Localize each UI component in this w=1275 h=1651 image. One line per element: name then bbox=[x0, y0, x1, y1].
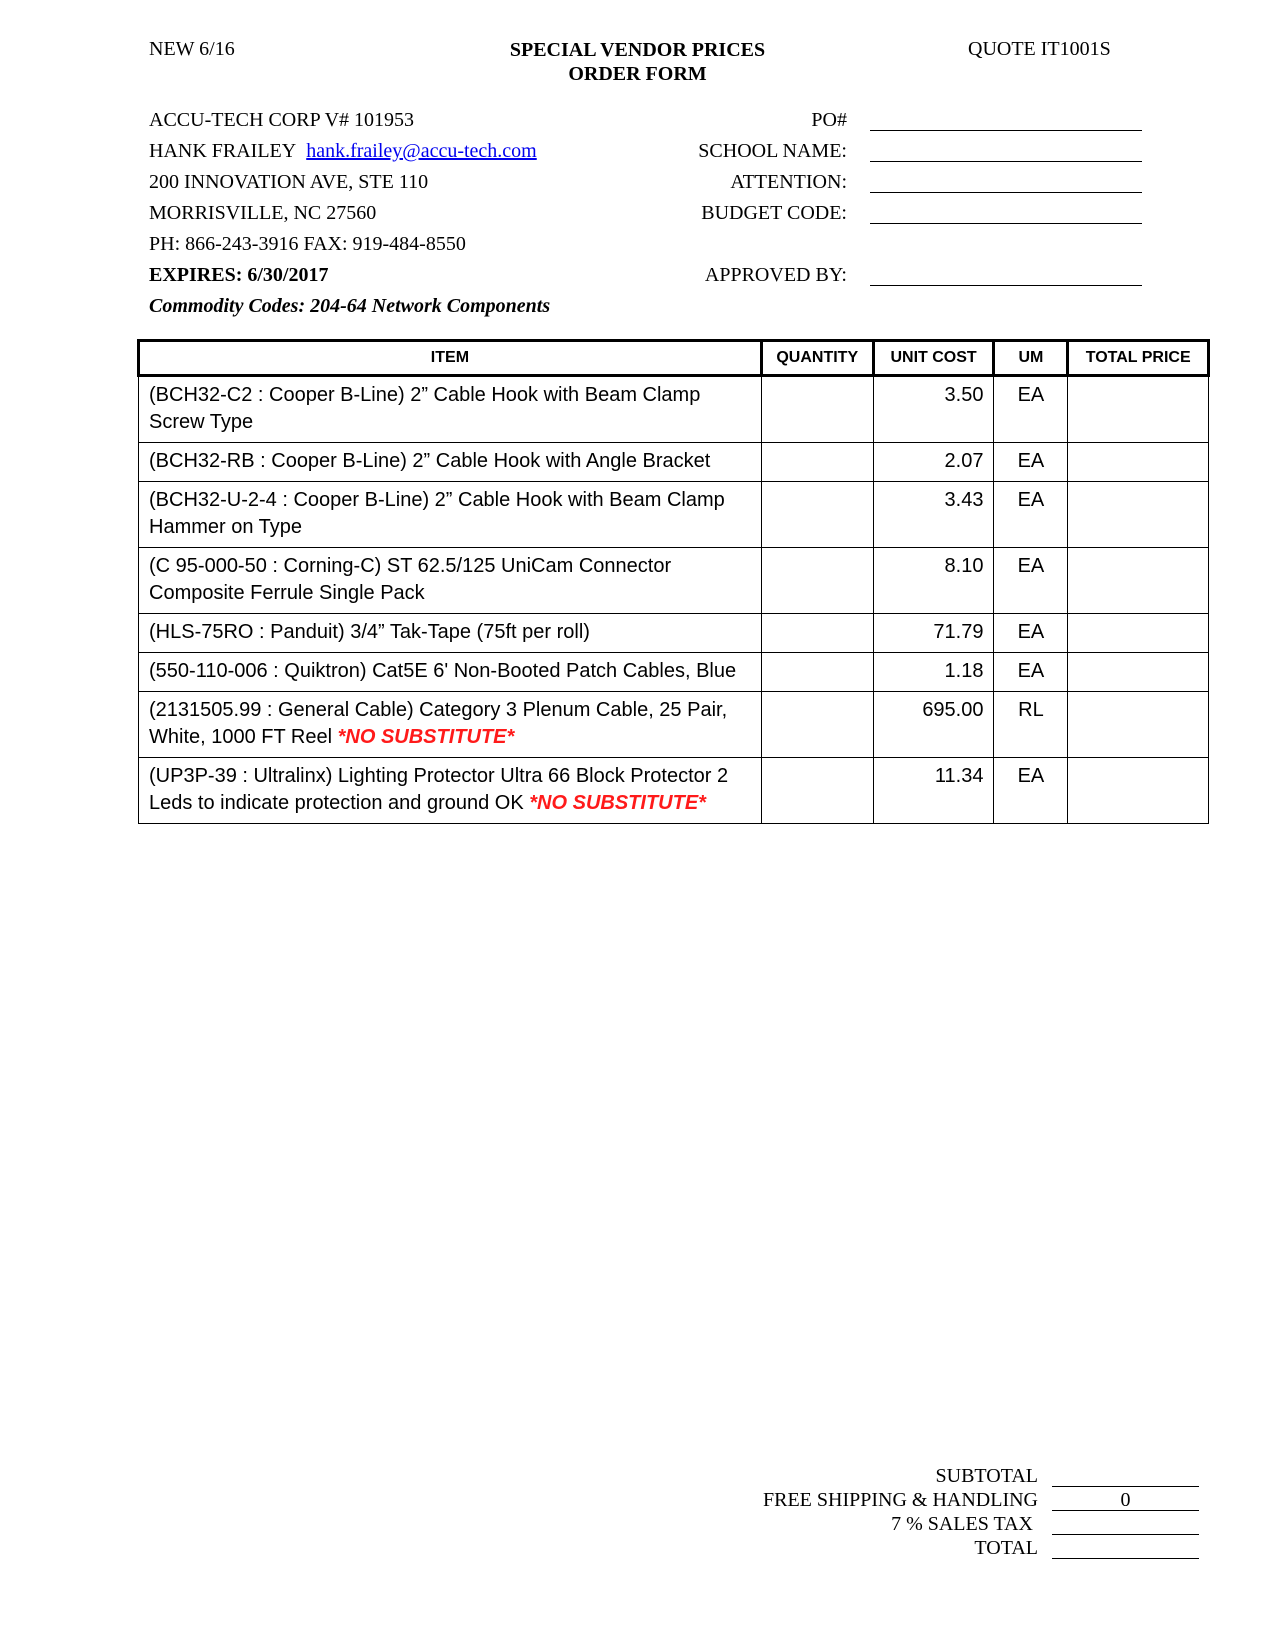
item-description: (550-110-006 : Quiktron) Cat5E 6' Non-Booted Patch Cables, Blue bbox=[149, 660, 737, 682]
table-row bbox=[139, 482, 1209, 548]
vendor-address-2: MORRISVILLE, NC 27560 bbox=[149, 202, 377, 224]
total-price-cell[interactable] bbox=[1068, 614, 1209, 653]
item-cell bbox=[139, 376, 762, 443]
expiration-date: EXPIRES: 6/30/2017 bbox=[149, 264, 329, 286]
unit-cost-cell: 8.10 bbox=[873, 548, 994, 614]
po-field[interactable] bbox=[870, 130, 1142, 131]
total-price-cell[interactable] bbox=[1068, 482, 1209, 548]
commodity-codes: Commodity Codes: 204-64 Network Components bbox=[149, 295, 551, 317]
column-header-total-price: TOTAL PRICE bbox=[1068, 341, 1209, 376]
unit-cost-cell: 3.43 bbox=[873, 482, 994, 548]
unit-cost-cell: 695.00 bbox=[873, 692, 994, 758]
subtotal-field[interactable] bbox=[1052, 1486, 1199, 1487]
table-row bbox=[139, 376, 1209, 443]
vendor-phone-fax: PH: 866-243-3916 FAX: 919-484-8550 bbox=[149, 233, 466, 255]
approved-by-field[interactable] bbox=[870, 285, 1142, 286]
total-field[interactable] bbox=[1052, 1558, 1199, 1559]
item-cell bbox=[139, 482, 762, 548]
quantity-cell[interactable] bbox=[761, 548, 873, 614]
quantity-cell[interactable] bbox=[761, 758, 873, 824]
quantity-cell[interactable] bbox=[761, 614, 873, 653]
shipping-label: FREE SHIPPING & HANDLING bbox=[762, 1489, 1038, 1511]
vendor-address-1: 200 INNOVATION AVE, STE 110 bbox=[149, 171, 429, 193]
column-header-um: UM bbox=[994, 341, 1068, 376]
item-description: (BCH32-U-2-4 : Cooper B-Line) 2” Cable Hook with Beam Clamp Hammer on Type bbox=[149, 489, 725, 538]
total-label: TOTAL bbox=[974, 1537, 1038, 1559]
item-cell bbox=[139, 548, 762, 614]
table-row bbox=[139, 653, 1209, 692]
column-header-item: ITEM bbox=[139, 341, 762, 376]
item-cell bbox=[139, 443, 762, 482]
title-line-2: ORDER FORM bbox=[568, 63, 707, 85]
item-description: (UP3P-39 : Ultralinx) Lighting Protector Ultra 66 Block Protector 2 Leds to indicate protection and ground OK bbox=[149, 765, 729, 814]
unit-cost-cell: 2.07 bbox=[873, 443, 994, 482]
table-row bbox=[139, 614, 1209, 653]
budget-code-field[interactable] bbox=[870, 223, 1142, 224]
item-description: (BCH32-C2 : Cooper B-Line) 2” Cable Hook with Beam Clamp Screw Type bbox=[149, 384, 701, 433]
table-header-row bbox=[139, 341, 1209, 376]
item-description: (C 95-000-50 : Corning-C) ST 62.5/125 UniCam Connector Composite Ferrule Single Pack bbox=[149, 555, 672, 604]
quantity-cell[interactable] bbox=[761, 443, 873, 482]
quote-number: QUOTE IT1001S bbox=[968, 38, 1111, 60]
table-row bbox=[139, 443, 1209, 482]
form-version: NEW 6/16 bbox=[149, 38, 235, 60]
quantity-cell[interactable] bbox=[761, 653, 873, 692]
um-cell: EA bbox=[994, 653, 1068, 692]
total-price-cell[interactable] bbox=[1068, 692, 1209, 758]
total-price-cell[interactable] bbox=[1068, 758, 1209, 824]
shipping-value: 0 bbox=[1120, 1489, 1131, 1511]
unit-cost-cell: 71.79 bbox=[873, 614, 994, 653]
sales-tax-field[interactable] bbox=[1052, 1534, 1199, 1535]
school-name-label: SCHOOL NAME: bbox=[698, 140, 847, 162]
no-substitute-note: *NO SUBSTITUTE* bbox=[337, 726, 515, 748]
no-substitute-note: *NO SUBSTITUTE* bbox=[529, 792, 706, 814]
unit-cost-cell: 1.18 bbox=[873, 653, 994, 692]
item-description: (HLS-75RO : Panduit) 3/4” Tak-Tape (75ft per roll) bbox=[149, 621, 590, 643]
subtotal-label: SUBTOTAL bbox=[935, 1465, 1038, 1487]
um-cell: EA bbox=[994, 548, 1068, 614]
total-price-cell[interactable] bbox=[1068, 548, 1209, 614]
unit-cost-cell: 11.34 bbox=[873, 758, 994, 824]
vendor-contact bbox=[149, 140, 537, 163]
total-price-cell[interactable] bbox=[1068, 653, 1209, 692]
item-description: (BCH32-RB : Cooper B-Line) 2” Cable Hook with Angle Bracket bbox=[149, 450, 711, 472]
quantity-cell[interactable] bbox=[761, 692, 873, 758]
unit-cost-cell: 3.50 bbox=[873, 376, 994, 443]
po-label: PO# bbox=[811, 109, 847, 131]
shipping-field[interactable] bbox=[1052, 1510, 1199, 1511]
um-cell: EA bbox=[994, 482, 1068, 548]
title-line-1: SPECIAL VENDOR PRICES bbox=[509, 39, 766, 61]
item-cell bbox=[139, 653, 762, 692]
um-cell: EA bbox=[994, 376, 1068, 443]
quantity-cell[interactable] bbox=[761, 482, 873, 548]
contact-name: HANK FRAILEY bbox=[149, 140, 297, 162]
um-cell: EA bbox=[994, 443, 1068, 482]
table-row bbox=[139, 692, 1209, 758]
table-row bbox=[139, 548, 1209, 614]
contact-email-link[interactable]: hank.frailey@accu-tech.com bbox=[306, 140, 537, 162]
items-table bbox=[137, 339, 1210, 824]
item-cell bbox=[139, 758, 762, 824]
table-row bbox=[139, 758, 1209, 824]
approved-by-label: APPROVED BY: bbox=[704, 264, 847, 286]
school-name-field[interactable] bbox=[870, 161, 1142, 162]
column-header-quantity: QUANTITY bbox=[761, 341, 873, 376]
total-price-cell[interactable] bbox=[1068, 376, 1209, 443]
total-price-cell[interactable] bbox=[1068, 443, 1209, 482]
item-description: (2131505.99 : General Cable) Category 3 Plenum Cable, 25 Pair, White, 1000 FT Reel bbox=[149, 699, 728, 748]
attention-field[interactable] bbox=[870, 192, 1142, 193]
um-cell: EA bbox=[994, 758, 1068, 824]
item-cell bbox=[139, 692, 762, 758]
vendor-company: ACCU-TECH CORP V# 101953 bbox=[149, 109, 415, 131]
budget-code-label: BUDGET CODE: bbox=[701, 202, 847, 224]
quantity-cell[interactable] bbox=[761, 376, 873, 443]
um-cell: RL bbox=[994, 692, 1068, 758]
attention-label: ATTENTION: bbox=[730, 171, 847, 193]
column-header-unit-cost: UNIT COST bbox=[873, 341, 994, 376]
sales-tax-label: 7 % SALES TAX bbox=[891, 1513, 1033, 1535]
item-cell bbox=[139, 614, 762, 653]
um-cell: EA bbox=[994, 614, 1068, 653]
